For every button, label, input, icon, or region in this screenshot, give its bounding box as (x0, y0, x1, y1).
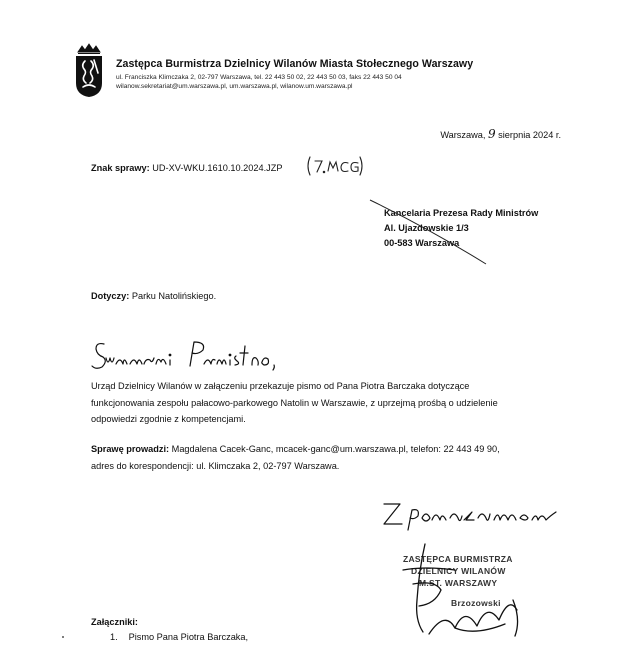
attachment-item (110, 632, 248, 642)
handwritten-signature (395, 540, 535, 640)
attachment-text: Pismo Pana Piotra Barczaka, (128, 632, 249, 642)
recipient-name: Kancelaria Prezesa Rady Ministrów (384, 208, 539, 218)
stamp-line-1: ZASTĘPCA BURMISTRZA (403, 554, 513, 564)
handwritten-case-note (305, 154, 365, 178)
subject-label: Dotyczy: (91, 291, 130, 301)
header-contacts: wilanow.sekretariat@um.warszawa.pl, um.warszawa.pl, wilanow.um.warszawa.pl (116, 83, 353, 90)
body-paragraph-line: odpowiedzi zgodnie z kompetencjami. (91, 414, 246, 424)
case-reference (91, 163, 283, 173)
recipient-postal: 00-583 Warszawa (384, 238, 460, 248)
recipient-street: Al. Ujazdowskie 1/3 (384, 223, 469, 233)
header-title: Zastępca Burmistrza Dzielnicy Wilanów Miasta Stołecznego Warszawy (116, 58, 474, 70)
date-day-handwritten: 9 (487, 127, 496, 141)
document-date (440, 127, 561, 141)
attachments-label: Załączniki: (91, 617, 138, 627)
header-address: ul. Franciszka Klimczaka 2, 02-797 Warszawa, tel. 22 443 50 02, 22 443 50 03, faks 22 443 50 04 (116, 74, 402, 81)
handwritten-closing (380, 496, 560, 536)
stamp-line-2: DZIELNICY WILANÓW (411, 566, 506, 576)
city-crest-logo (74, 43, 104, 98)
body-paragraph-line: Urząd Dzielnicy Wilanów w załączeniu przekazuje pismo od Pana Piotra Barczaka dotyczące (91, 381, 470, 391)
attachment-number: 1. (110, 632, 118, 642)
contact-label: Sprawę prowadzi: (91, 444, 170, 454)
stamp-name: Brzozowski (451, 598, 501, 608)
date-month-year: sierpnia 2024 r. (498, 130, 561, 140)
contact-line (91, 444, 500, 454)
case-reference-value: UD-XV-WKU.1610.10.2024.JZP (152, 163, 283, 173)
date-place: Warszawa, (440, 130, 486, 140)
handwritten-greeting (90, 336, 300, 376)
body-paragraph-line: funkcjonowania zespołu pałacowo-parkowego Natolin w Warszawie, z uprzejmą prośbą o udzielenie (91, 398, 498, 408)
contact-details: Magdalena Cacek-Ganc, mcacek-ganc@um.warszawa.pl, telefon: 22 443 49 90, (171, 444, 500, 454)
stamp-line-3: M.ST. WARSZAWY (419, 578, 498, 588)
contact-address: adres do korespondencji: ul. Klimczaka 2, 02-797 Warszawa. (91, 461, 340, 471)
subject-value: Parku Natolińskiego. (131, 291, 217, 301)
case-reference-label: Znak sprawy: (91, 163, 150, 173)
handwritten-strike-line (368, 198, 490, 268)
margin-mark (62, 636, 64, 638)
subject-line (91, 291, 216, 301)
